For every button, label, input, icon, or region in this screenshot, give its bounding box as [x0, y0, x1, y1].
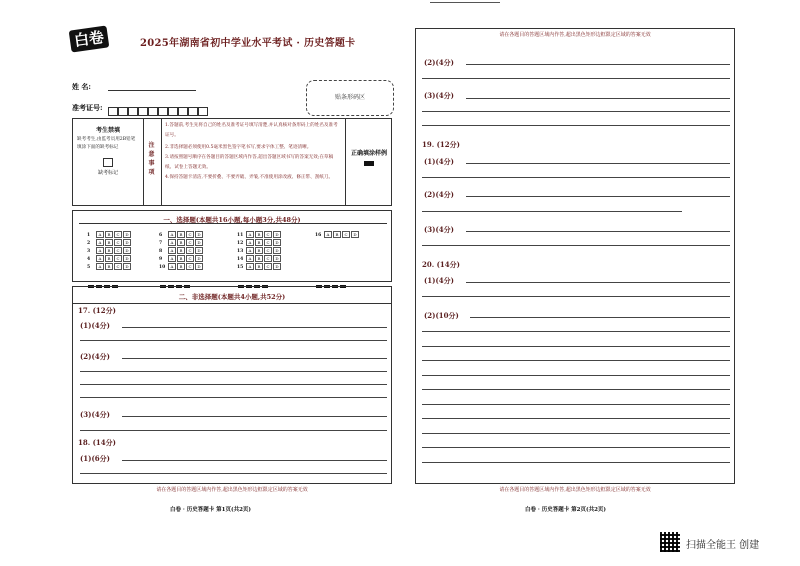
q18-title: 18. (14分) [78, 438, 116, 447]
choice-bubble[interactable]: A [96, 255, 104, 262]
choice-bubble[interactable]: B [105, 255, 113, 262]
answer-line[interactable] [422, 418, 730, 419]
choice-number: 13 [237, 249, 244, 254]
answer-line[interactable] [422, 360, 730, 361]
q17-part3: (3)(4分) [80, 410, 110, 419]
answer-line[interactable] [122, 416, 387, 417]
qr-code-icon [660, 532, 680, 552]
choice-bubble[interactable]: B [177, 255, 185, 262]
choice-row [237, 231, 282, 239]
choice-bubble[interactable]: B [255, 255, 263, 262]
choice-number: 8 [159, 249, 163, 254]
examiner-only-title: 考生禁填 [95, 127, 120, 134]
answer-line[interactable] [422, 296, 730, 297]
choice-bubble[interactable]: B [255, 239, 263, 246]
fill-example-mark [364, 161, 374, 166]
answer-line[interactable] [470, 317, 730, 318]
answer-line[interactable] [422, 389, 730, 390]
choice-bubble[interactable]: B [177, 263, 185, 270]
choice-bubble[interactable]: D [273, 263, 281, 270]
choice-row [159, 263, 204, 271]
answer-line[interactable] [422, 375, 730, 376]
choice-bubble[interactable]: A [324, 231, 332, 238]
answer-line[interactable] [466, 196, 730, 197]
choice-bubble[interactable]: A [168, 231, 176, 238]
q20-part2: (2)(10分) [424, 311, 459, 320]
name-field[interactable] [108, 81, 196, 91]
q19-part3: (3)(4分) [424, 225, 454, 234]
examiner-only-text: 缺考考生,由监考员用2B铅笔填涂下面的缺考标记 [77, 137, 136, 150]
answer-line[interactable] [422, 211, 682, 212]
non-choice-section [72, 286, 392, 484]
choice-bubble[interactable]: D [195, 239, 203, 246]
choice-bubble[interactable]: D [123, 263, 131, 270]
area-notice-right: 请在各题目的答题区域内作答,超出黑色矩形边框限定区域的答案无效 [499, 487, 651, 493]
answer-line[interactable] [466, 282, 730, 283]
choice-bubble[interactable]: D [273, 231, 281, 238]
choice-number: 12 [237, 241, 244, 246]
choice-bubble[interactable]: A [96, 263, 104, 270]
choice-bubble[interactable]: B [255, 247, 263, 254]
note-item: 1.答题前,考生先将自己的姓名及准考证号填写清楚,并认真核对条形码上的姓名及准考证号。 [165, 123, 338, 138]
choice-number: 5 [87, 265, 91, 270]
area-notice-left: 请在各题目的答题区域内作答,超出黑色矩形边框限定区域的答案无效 [156, 487, 308, 493]
choice-bubble[interactable]: D [195, 263, 203, 270]
choice-row [315, 231, 360, 239]
answer-line[interactable] [122, 460, 387, 461]
q17-part1: (1)(4分) [80, 321, 110, 330]
choice-bubble[interactable]: D [195, 255, 203, 262]
page2-footer: 白卷 · 历史答题卡 第2页(共2页) [525, 507, 607, 513]
choice-bubble[interactable]: A [96, 239, 104, 246]
examiner-only-cell [73, 119, 144, 205]
fill-example-cell [345, 119, 393, 205]
choice-row [159, 247, 204, 255]
choice-row [237, 263, 282, 271]
choice-bubble[interactable]: A [246, 239, 254, 246]
choice-section-title: 一、选择题(本题共16小题,每小题3分,共48分) [163, 216, 301, 224]
area-notice-top: 请在各题目的答题区域内作答,超出黑色矩形边框限定区域的答案无效 [499, 32, 651, 38]
choice-bubble[interactable]: C [186, 239, 194, 246]
choice-bubble[interactable]: A [246, 247, 254, 254]
choice-bubble[interactable]: A [168, 255, 176, 262]
right-answer-area [415, 28, 735, 484]
choice-number: 9 [159, 257, 163, 262]
id-label: 准考证号: [72, 103, 103, 112]
notes-title-cell [143, 119, 162, 205]
choice-bubble[interactable]: A [168, 239, 176, 246]
choice-bubble[interactable]: A [96, 231, 104, 238]
choice-number: 10 [159, 265, 166, 270]
choice-bubble[interactable]: C [264, 239, 272, 246]
choice-bubble[interactable]: C [114, 247, 122, 254]
absent-label: 缺考标记 [97, 170, 118, 176]
q19-title: 19. (12分) [422, 140, 460, 149]
barcode-area: 贴条形码区 [306, 80, 394, 116]
answer-line[interactable] [422, 346, 730, 347]
choice-bubble[interactable]: A [96, 247, 104, 254]
choice-bubble[interactable]: C [186, 263, 194, 270]
choice-row [87, 231, 132, 239]
choice-bubble[interactable]: C [114, 263, 122, 270]
choice-row [87, 263, 132, 271]
choice-number: 11 [237, 233, 244, 238]
choice-row [159, 239, 204, 247]
choice-bubble[interactable]: B [177, 239, 185, 246]
choice-bubble[interactable]: B [105, 239, 113, 246]
choice-number: 6 [159, 233, 163, 238]
answer-line[interactable] [466, 64, 730, 65]
answer-line[interactable] [422, 433, 730, 434]
q17-title: 17. (12分) [78, 306, 116, 315]
answer-line[interactable] [466, 231, 730, 232]
choice-bubble[interactable]: B [255, 263, 263, 270]
choice-bubble[interactable]: D [273, 239, 281, 246]
choice-row [237, 247, 282, 255]
choice-bubble[interactable]: A [168, 263, 176, 270]
answer-line[interactable] [422, 447, 730, 448]
choice-bubble[interactable]: D [351, 231, 359, 238]
answer-line[interactable] [122, 327, 387, 328]
answer-line[interactable] [80, 397, 387, 398]
choice-bubble[interactable]: A [168, 247, 176, 254]
choice-row [87, 255, 132, 263]
choice-bubble[interactable]: B [255, 231, 263, 238]
choice-bubble[interactable]: C [264, 231, 272, 238]
choice-bubble[interactable]: C [264, 255, 272, 262]
choice-bubble[interactable]: A [246, 263, 254, 270]
notes-title: 注意事项 [148, 142, 155, 176]
choice-bubble[interactable]: D [123, 231, 131, 238]
answer-line[interactable] [466, 163, 730, 164]
choice-number: 15 [237, 265, 244, 270]
choice-bubble[interactable]: C [114, 255, 122, 262]
answer-line[interactable] [422, 78, 730, 79]
choice-bubble[interactable]: C [342, 231, 350, 238]
choice-row [87, 239, 132, 247]
choice-bubble[interactable]: B [105, 231, 113, 238]
notice-table [72, 118, 392, 206]
choice-row [159, 255, 204, 263]
choice-bubble[interactable]: C [186, 247, 194, 254]
q20-part1: (1)(4分) [424, 276, 454, 285]
choice-row [159, 231, 204, 239]
choice-bubble[interactable]: A [246, 231, 254, 238]
choice-number: 3 [87, 249, 91, 254]
name-label: 姓 名: [72, 82, 92, 91]
answer-line[interactable] [422, 177, 730, 178]
answer-line[interactable] [422, 111, 730, 112]
scanner-watermark: 扫描全能王 创建 [686, 540, 760, 551]
choice-bubble[interactable]: D [123, 255, 131, 262]
page1-footer: 白卷 · 历史答题卡 第1页(共2页) [170, 507, 252, 513]
answer-line[interactable] [122, 358, 387, 359]
notes-list [161, 119, 346, 205]
choice-row [87, 247, 132, 255]
q18-part3: (3)(4分) [424, 91, 454, 100]
fill-example-title: 正确填涂样例 [351, 150, 388, 157]
choice-number: 4 [87, 257, 91, 262]
choice-number: 2 [87, 241, 91, 246]
choice-bubble[interactable]: D [195, 247, 203, 254]
answer-line[interactable] [80, 340, 387, 341]
answer-line[interactable] [422, 331, 730, 332]
choice-bubble[interactable]: C [114, 239, 122, 246]
choice-number: 1 [87, 233, 91, 238]
choice-bubble[interactable]: D [195, 231, 203, 238]
note-item: 2.非选择题必须使用0.5毫米黑色签字笔书写,要求字体工整、笔迹清晰。 [165, 145, 312, 150]
q18-part1: (1)(6分) [80, 454, 110, 463]
choice-row [237, 239, 282, 247]
choice-bubble[interactable]: D [273, 255, 281, 262]
choice-row [237, 255, 282, 263]
answer-line[interactable] [80, 384, 387, 385]
answer-line[interactable] [422, 245, 730, 246]
choice-bubble[interactable]: C [114, 231, 122, 238]
choice-bubble[interactable]: B [105, 247, 113, 254]
q20-title: 20. (14分) [422, 260, 460, 269]
non-choice-section-title: 二、非选择题(本题共4小题,共52分) [178, 293, 286, 301]
answer-line[interactable] [466, 98, 730, 99]
choice-bubble[interactable]: D [123, 247, 131, 254]
choice-number: 7 [159, 241, 163, 246]
absent-checkbox[interactable] [103, 158, 113, 167]
choice-bubble[interactable]: C [264, 263, 272, 270]
answer-line[interactable] [422, 125, 730, 126]
choice-bubble[interactable]: B [177, 231, 185, 238]
answer-line[interactable] [422, 462, 730, 463]
choice-bubble[interactable]: D [273, 247, 281, 254]
q19-part2: (2)(4分) [424, 190, 454, 199]
note-item: 4.保持答题卡清洁,不要折叠、不要弄破、弄皱,不准使用涂改液、修正带、刮纸刀。 [165, 175, 334, 180]
q17-part2: (2)(4分) [80, 352, 110, 361]
choice-bubble[interactable]: C [186, 231, 194, 238]
paper-badge: 白卷 [69, 25, 110, 52]
answer-line[interactable] [422, 404, 730, 405]
answer-line[interactable] [80, 371, 387, 372]
q18-part2: (2)(4分) [424, 58, 454, 67]
page-title: 2025年湖南省初中学业水平考试 · 历史答题卡 [140, 38, 356, 49]
choice-bubble[interactable]: D [123, 239, 131, 246]
choice-bubble[interactable]: A [246, 255, 254, 262]
choice-bubble[interactable]: C [186, 255, 194, 262]
choice-bubble[interactable]: B [333, 231, 341, 238]
note-item: 3.请按照题号顺序在各题目的答题区域内作答,超出答题区域书写的答案无效;在草稿纸、试卷上答题无效。 [165, 155, 334, 170]
choice-bubble[interactable]: C [264, 247, 272, 254]
answer-line[interactable] [80, 430, 387, 431]
choice-grid [87, 231, 387, 279]
choice-bubble[interactable]: B [105, 263, 113, 270]
choice-section [72, 210, 392, 282]
answer-line[interactable] [80, 473, 387, 474]
choice-bubble[interactable]: B [177, 247, 185, 254]
choice-number: 14 [237, 257, 244, 262]
q19-part1: (1)(4分) [424, 157, 454, 166]
choice-number: 16 [315, 233, 322, 238]
